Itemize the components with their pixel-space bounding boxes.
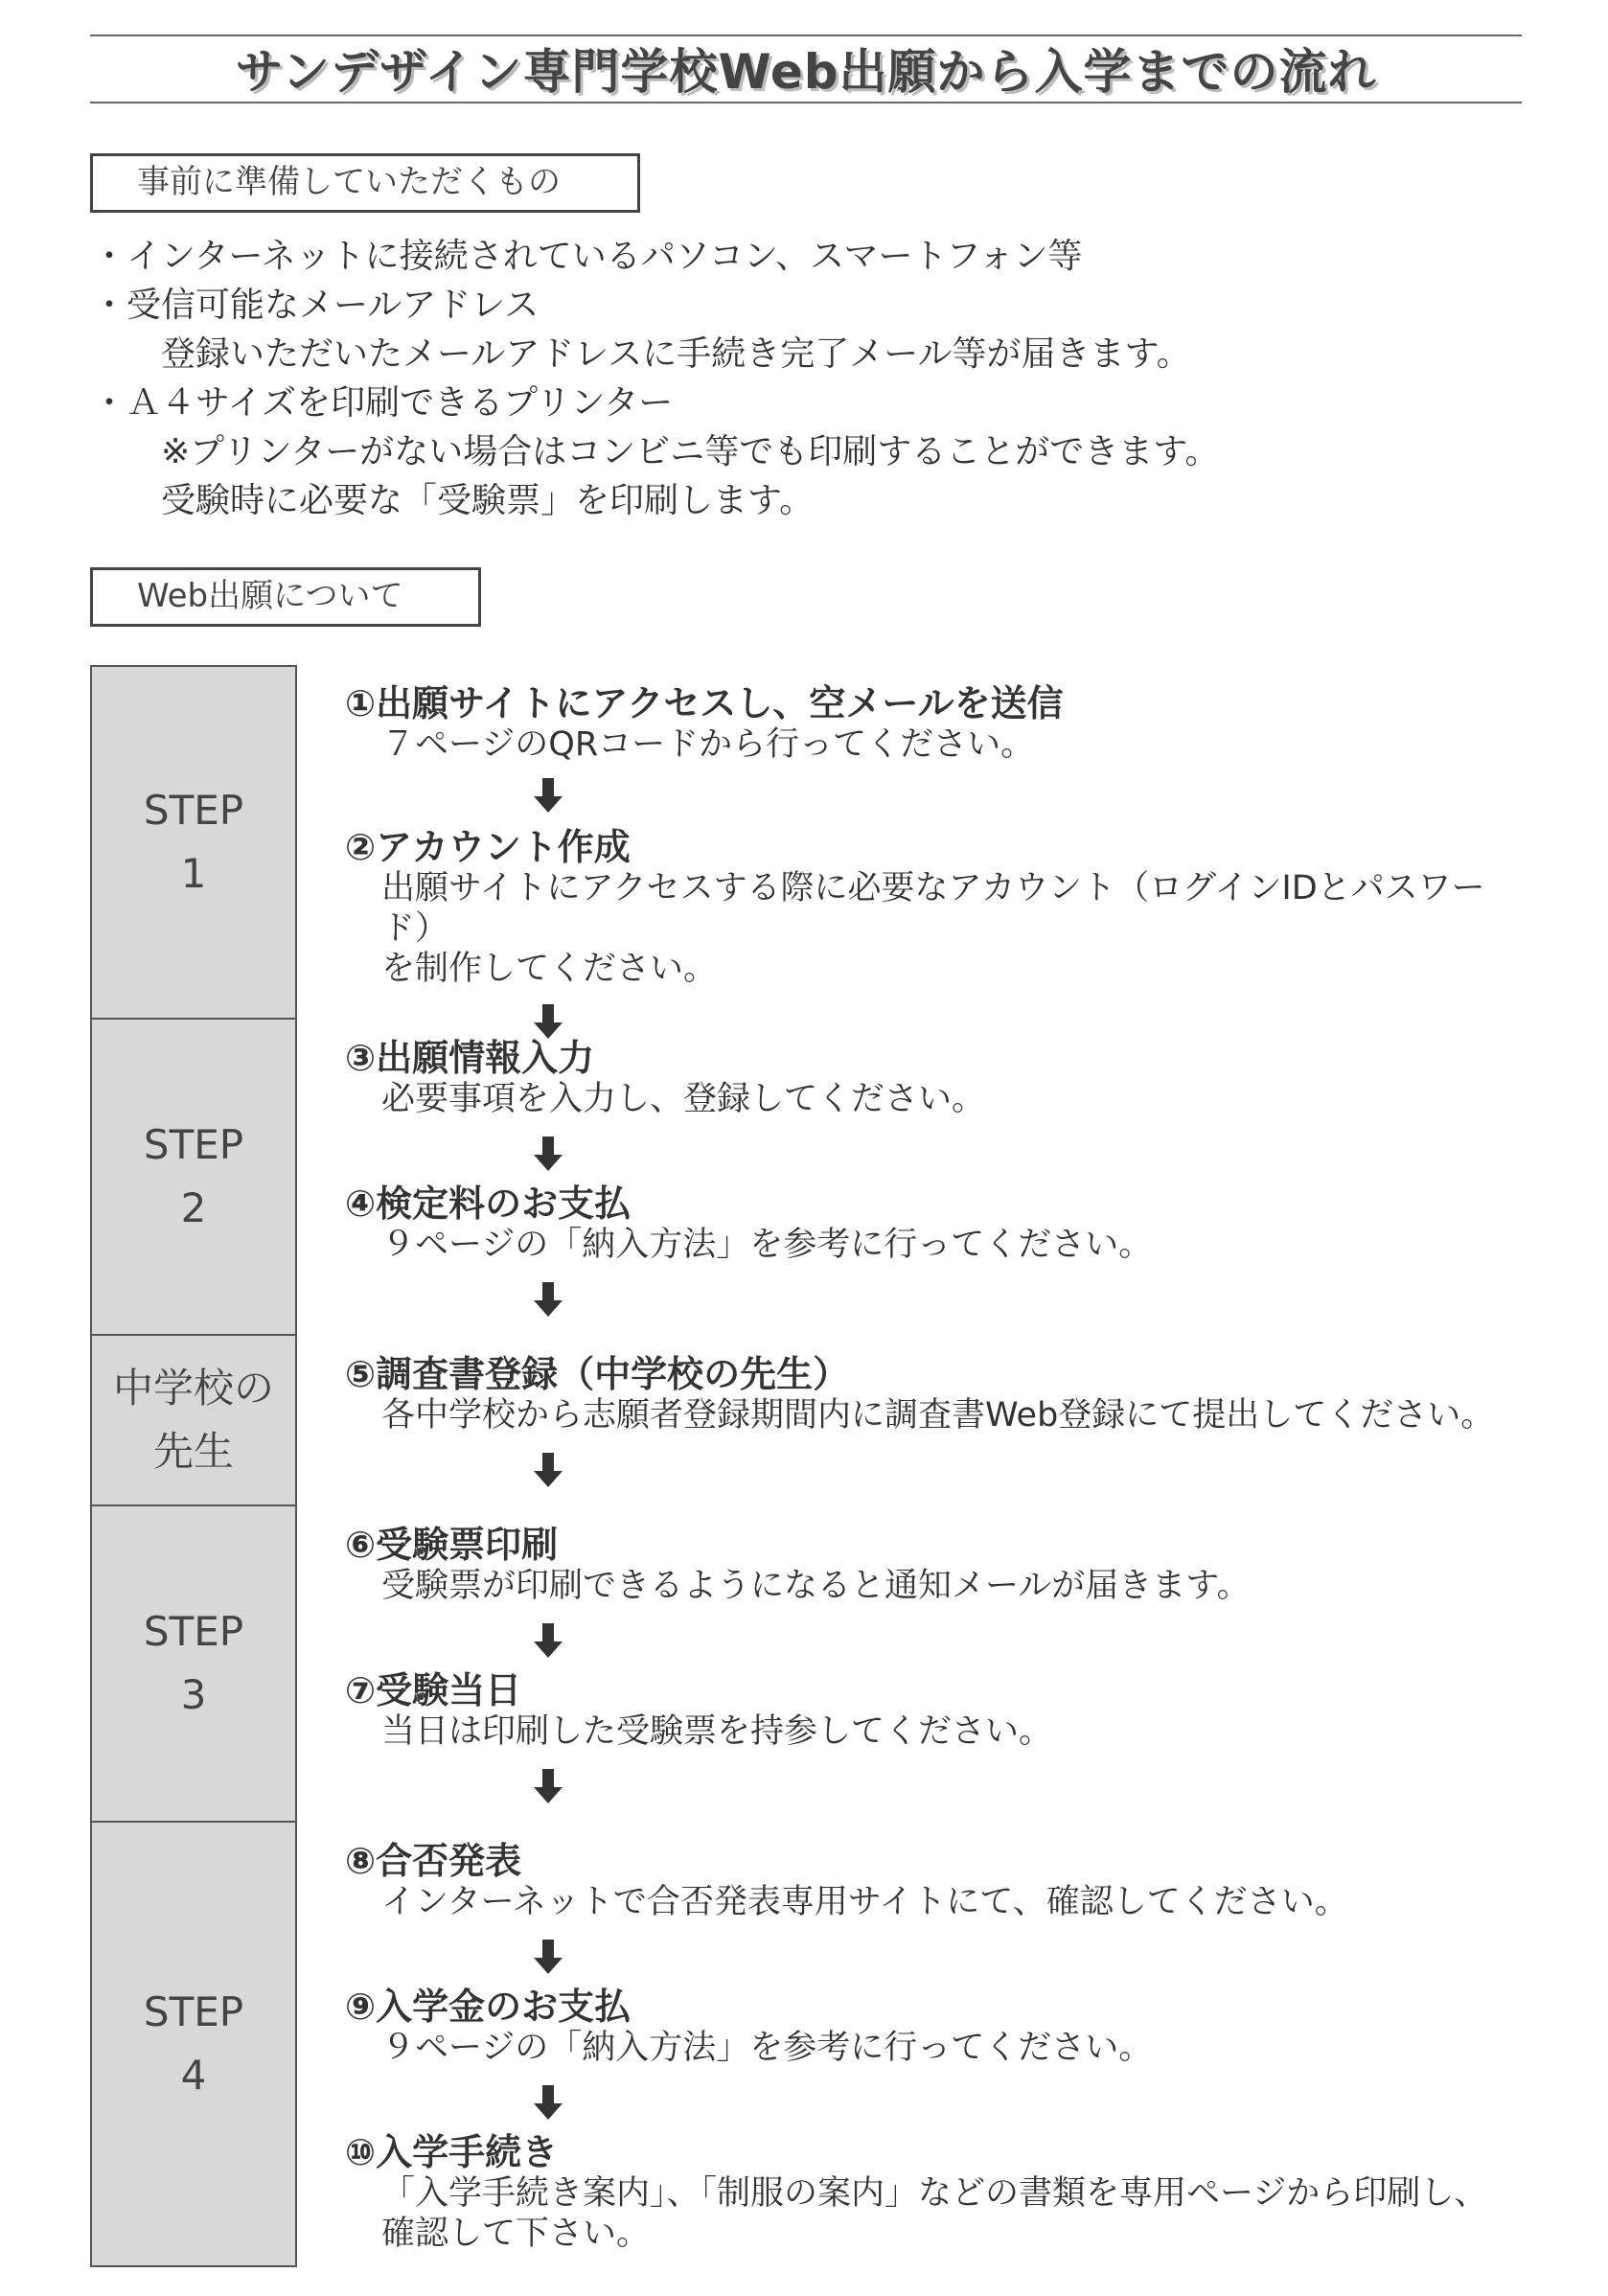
item-desc: インターネットで合否発表専用サイトにて、確認してください。 <box>381 1883 1348 1921</box>
step-body <box>297 1336 1524 1506</box>
down-arrow-icon <box>534 1940 563 1976</box>
step-item <box>345 1669 1524 1752</box>
step-label: STEP 2 <box>90 1020 297 1336</box>
item-desc: 各中学校から志願者登録期間内に調査書Web登録にて提出してください。 <box>381 1396 1495 1435</box>
item-title: ⑦受験当日 <box>345 1669 522 1711</box>
title-bottom-rule <box>90 102 1522 103</box>
item-desc: 必要事項を入力し、登録してください。 <box>381 1080 986 1118</box>
step-label: STEP 3 <box>90 1506 297 1823</box>
steps-table <box>90 665 1524 2267</box>
item-title: ②アカウント作成 <box>345 826 631 868</box>
item-desc: 受験票が印刷できるようになると通知メールが届きます。 <box>381 1567 1251 1605</box>
down-arrow-icon <box>534 1282 563 1319</box>
item-desc: ７ページのQRコードから行ってください。 <box>381 725 1035 764</box>
item-title: ①出願サイトにアクセスし、空メールを送信 <box>345 682 1064 724</box>
step-label: STEP 1 <box>90 665 297 1020</box>
web-heading-box <box>90 567 481 627</box>
down-arrow-icon <box>534 778 563 815</box>
step-item <box>345 1524 1524 1606</box>
step-row <box>90 1506 1524 1823</box>
step-body <box>297 1020 1524 1336</box>
item-desc: 出願サイトにアクセスする際に必要なアカウント（ログインIDとパスワード） を制作してください。 <box>381 869 1485 988</box>
item-desc: ９ページの「納入方法」を参考に行ってください。 <box>381 2029 1153 2067</box>
title-top-rule <box>90 34 1522 36</box>
prep-line: ※プリンターがない場合はコンビニ等でも印刷することができます。 <box>161 432 1220 471</box>
page-title: サンデザイン専門学校Web出願から入学までの流れ <box>235 44 1377 100</box>
down-arrow-icon <box>534 1453 563 1489</box>
step-row <box>90 665 1524 1020</box>
step-item <box>345 682 1524 765</box>
down-arrow-icon <box>534 1004 563 1041</box>
prep-list <box>92 232 1434 525</box>
step-body <box>297 665 1524 1020</box>
step-row <box>90 1336 1524 1506</box>
web-heading: Web出願について <box>137 577 403 615</box>
item-title: ⑥受験票印刷 <box>345 1524 559 1566</box>
step-item <box>345 1182 1524 1265</box>
item-title: ③出願情報入力 <box>345 1037 595 1079</box>
step-body <box>297 1823 1524 2267</box>
step-row <box>90 1823 1524 2267</box>
step-label: STEP 4 <box>90 1823 297 2267</box>
prep-line: 受験時に必要な「受験票」を印刷します。 <box>161 481 815 520</box>
prep-line: ・受信可能なメールアドレス <box>92 286 540 325</box>
item-desc: 当日は印刷した受験票を持参してください。 <box>381 1712 1053 1751</box>
step-item <box>345 1353 1524 1435</box>
step-item <box>345 1840 1524 1922</box>
down-arrow-icon <box>534 1137 563 1173</box>
step-item <box>345 1986 1524 2068</box>
step-item <box>345 826 1524 989</box>
down-arrow-icon <box>534 2085 563 2122</box>
down-arrow-icon <box>534 1623 563 1660</box>
item-desc: ９ページの「納入方法」を参考に行ってください。 <box>381 1226 1153 1264</box>
step-body <box>297 1506 1524 1823</box>
step-item <box>345 2131 1524 2254</box>
step-label: 中学校の 先生 <box>90 1336 297 1506</box>
item-desc: 「入学手続き案内」、「制服の案内」などの書類を専用ページから印刷し、 確認して下さい。 <box>381 2174 1488 2253</box>
prep-line: ・インターネットに接続されているパソコン、スマートフォン等 <box>92 237 1083 276</box>
prep-line: 登録いただいたメールアドレスに手続き完了メール等が届きます。 <box>161 334 1191 374</box>
step-item <box>345 1037 1524 1119</box>
down-arrow-icon <box>534 1769 563 1805</box>
item-title: ⑤調査書登録（中学校の先生） <box>345 1353 850 1395</box>
prep-heading: 事前に準備していただくもの <box>137 163 561 201</box>
item-title: ⑧合否発表 <box>345 1840 522 1882</box>
item-title: ⑩入学手続き <box>345 2131 559 2173</box>
item-title: ④検定料のお支払 <box>345 1182 632 1225</box>
step-row <box>90 1020 1524 1336</box>
item-title: ⑨入学金のお支払 <box>345 1986 632 2028</box>
prep-heading-box <box>90 153 640 213</box>
prep-line: ・Ａ４サイズを印刷できるプリンター <box>92 383 674 423</box>
